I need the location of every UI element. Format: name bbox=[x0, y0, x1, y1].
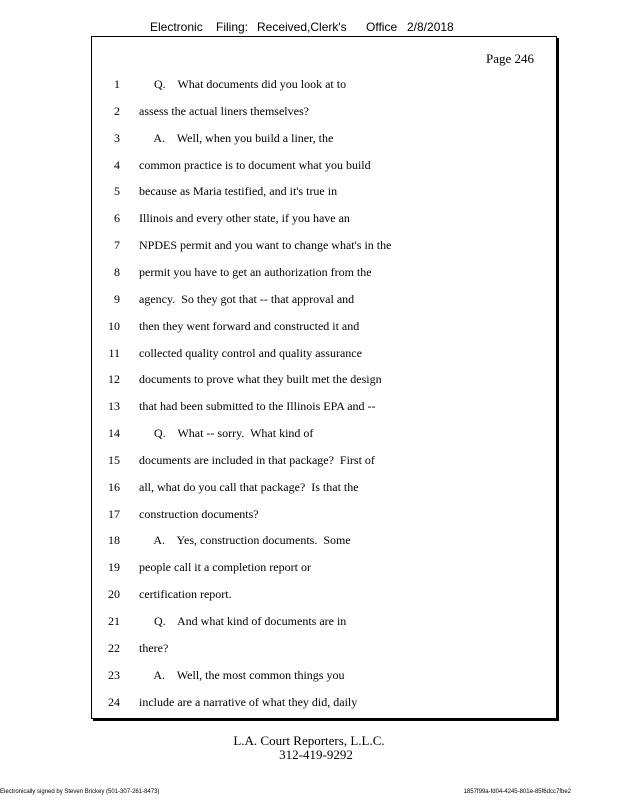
line-number: 13 bbox=[108, 399, 120, 414]
line-number: 12 bbox=[108, 372, 120, 387]
line-text: A. Yes, construction documents. Some bbox=[139, 533, 351, 548]
line-number: 10 bbox=[108, 318, 120, 333]
line-number: 8 bbox=[114, 264, 120, 279]
transcript-line bbox=[92, 641, 558, 661]
line-text: Q. What -- sorry. What kind of bbox=[139, 426, 314, 441]
transcript-line bbox=[92, 695, 558, 715]
document-id: 1857f99a-fd04-4245-801e-85f6dcc7fbe2 bbox=[463, 789, 571, 795]
transcript-page bbox=[91, 36, 557, 719]
line-text: Illinois and every other state, if you have an bbox=[139, 211, 350, 226]
stamp-received: Received,Clerk's bbox=[257, 20, 347, 34]
line-text: A. Well, the most common things you bbox=[139, 667, 345, 682]
transcript-line bbox=[92, 614, 558, 634]
line-number: 6 bbox=[114, 211, 120, 226]
transcript-line bbox=[92, 533, 558, 553]
transcript-line bbox=[92, 211, 558, 231]
line-number: 15 bbox=[108, 452, 120, 467]
transcript-line bbox=[92, 480, 558, 500]
line-number: 23 bbox=[108, 667, 120, 682]
line-text: certification report. bbox=[139, 587, 232, 602]
filing-stamp bbox=[0, 20, 618, 36]
line-number: 2 bbox=[114, 103, 120, 118]
line-number: 11 bbox=[108, 345, 120, 360]
line-text: NPDES permit and you want to change what's in the bbox=[139, 238, 392, 253]
stamp-electronic: Electronic bbox=[150, 20, 203, 34]
transcript-line bbox=[92, 319, 558, 339]
line-number: 20 bbox=[108, 587, 120, 602]
transcript-line bbox=[92, 587, 558, 607]
transcript-line bbox=[92, 238, 558, 258]
transcript-line bbox=[92, 346, 558, 366]
line-number: 4 bbox=[114, 157, 120, 172]
line-number: 7 bbox=[114, 238, 120, 253]
line-number: 16 bbox=[108, 479, 120, 494]
transcript-line bbox=[92, 158, 558, 178]
line-text: people call it a completion report or bbox=[139, 560, 311, 575]
court-reporter-phone: 312-419-9292 bbox=[279, 747, 353, 762]
transcript-line bbox=[92, 399, 558, 419]
line-number: 19 bbox=[108, 560, 120, 575]
page-number: Page 246 bbox=[485, 51, 534, 66]
line-text: A. Well, when you build a liner, the bbox=[139, 130, 334, 145]
transcript-line bbox=[92, 668, 558, 688]
line-number: 3 bbox=[114, 130, 120, 145]
transcript-line bbox=[92, 265, 558, 285]
line-number: 18 bbox=[108, 533, 120, 548]
line-text: documents to prove what they built met the design bbox=[139, 372, 382, 387]
transcript-line bbox=[92, 292, 558, 312]
line-number: 17 bbox=[108, 506, 120, 521]
transcript-line bbox=[92, 453, 558, 473]
line-text: then they went forward and constructed it and bbox=[139, 318, 360, 333]
court-reporter-name: L.A. Court Reporters, L.L.C. bbox=[233, 733, 385, 748]
line-text: include are a narrative of what they did, daily bbox=[139, 694, 358, 709]
stamp-filing: Filing: bbox=[216, 20, 249, 34]
transcript-line bbox=[92, 184, 558, 204]
transcript-line bbox=[92, 426, 558, 446]
line-text: because as Maria testified, and it's true in bbox=[139, 184, 338, 199]
line-text: that had been submitted to the Illinois EPA and -- bbox=[139, 399, 376, 414]
line-text: construction documents? bbox=[139, 506, 259, 521]
transcript-line bbox=[92, 104, 558, 124]
line-text: there? bbox=[139, 640, 169, 655]
transcript-line bbox=[92, 131, 558, 151]
line-number: 14 bbox=[108, 426, 120, 441]
transcript-line bbox=[92, 560, 558, 580]
stamp-office: Office bbox=[366, 20, 398, 34]
line-number: 5 bbox=[114, 184, 120, 199]
line-number: 24 bbox=[108, 694, 120, 709]
transcript-line bbox=[92, 507, 558, 527]
line-text: common practice is to document what you build bbox=[139, 157, 371, 172]
transcript-line bbox=[92, 372, 558, 392]
line-number: 9 bbox=[114, 291, 120, 306]
line-text: Q. And what kind of documents are in bbox=[139, 614, 347, 628]
line-text: assess the actual liners themselves? bbox=[139, 103, 309, 118]
line-text: documents are included in that package? First of bbox=[139, 452, 375, 467]
line-text: permit you have to get an authorization from the bbox=[139, 264, 372, 279]
line-number: 1 bbox=[114, 77, 120, 91]
line-text: Q. What documents did you look at to bbox=[139, 77, 347, 91]
stamp-date: 2/8/2018 bbox=[407, 20, 454, 34]
line-number: 22 bbox=[108, 640, 120, 655]
transcript-line bbox=[92, 77, 558, 97]
line-number: 21 bbox=[108, 614, 120, 628]
line-text: collected quality control and quality assurance bbox=[139, 345, 362, 360]
line-text: all, what do you call that package? Is that the bbox=[139, 479, 359, 494]
line-text: agency. So they got that -- that approval and bbox=[139, 291, 355, 306]
electronic-signature: Electronically signed by Steven Brickey (501-307-261-8473) bbox=[0, 789, 160, 795]
